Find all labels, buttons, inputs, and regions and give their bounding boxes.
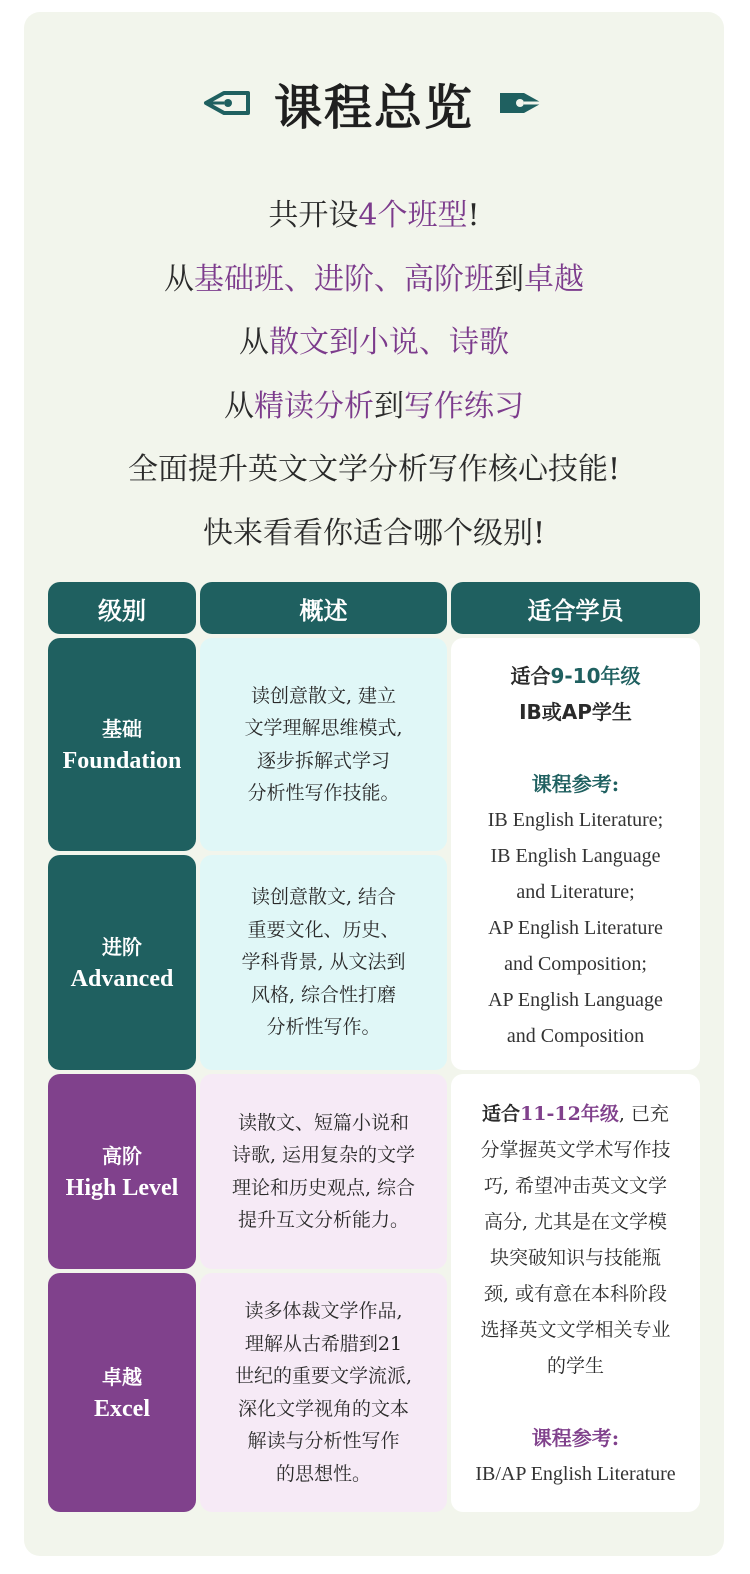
intro-highlight: 散文到小说、诗歌 — [269, 325, 509, 360]
course-ref-label: 课程参考: — [531, 772, 620, 796]
level-en: Foundation — [62, 747, 182, 774]
desc-line: 分析性写作技能。 — [247, 782, 400, 804]
intro-highlight: 基础班、进阶、高阶班 — [194, 261, 494, 297]
fit-prefix: 适合 — [510, 664, 551, 688]
level-excel — [48, 1273, 196, 1512]
fit-line: 块突破知识与技能瓶 — [489, 1247, 661, 1269]
desc-line: 学科背景, 从文法到 — [241, 951, 406, 974]
fit-grade-line — [451, 658, 700, 694]
intro-line-3 — [24, 311, 724, 375]
suitable-foundation-advanced — [451, 638, 700, 1070]
fit-prefix: 适合 — [482, 1103, 521, 1125]
fit-line: 颈, 或有意在本科阶段 — [483, 1283, 668, 1305]
course-ref-item: and Literature; — [516, 881, 635, 903]
level-en: High Level — [65, 1174, 179, 1201]
intro-text-span: 共开设 — [268, 198, 359, 233]
fit-line: 选择英文文学相关专业 — [480, 1319, 671, 1341]
fit-grade: 11-12年级 — [520, 1103, 619, 1125]
intro-text-span: 从 — [239, 325, 269, 360]
desc-excel — [200, 1273, 447, 1512]
pen-nib-left-icon — [202, 87, 250, 119]
pen-nib-right-icon — [498, 87, 546, 119]
fit-line: 高分, 尤其是在文学模 — [483, 1211, 668, 1233]
desc-line: 诗歌, 运用复杂的文学 — [231, 1144, 416, 1166]
fit-grade: 9-10年级 — [550, 664, 641, 688]
level-zh: 高阶 — [102, 1143, 142, 1168]
course-ref-item: and Composition — [506, 1025, 645, 1047]
desc-line: 理论和历史观点, 综合 — [231, 1176, 416, 1199]
desc-line: 分析性写作。 — [266, 1016, 381, 1039]
intro-highlight: 4个班型 — [358, 198, 468, 233]
fit-paragraph — [451, 1096, 700, 1384]
header-level: 级别 — [48, 582, 196, 634]
desc-advanced — [200, 855, 447, 1070]
desc-line: 读多体裁文学作品, — [244, 1300, 403, 1322]
title-row — [24, 68, 724, 138]
intro-line-1 — [24, 184, 724, 248]
desc-line: 读创意散文, 结合 — [250, 886, 397, 909]
fit-line: 分掌握英文学术写作技 — [480, 1139, 671, 1161]
level-foundation — [48, 638, 196, 851]
intro-text-span: 到 — [494, 261, 524, 297]
fit-line: 巧, 希望冲击英文文学 — [483, 1175, 668, 1197]
spacer — [451, 1384, 700, 1420]
intro-line-6: 快来看看你适合哪个级别! — [202, 515, 546, 551]
desc-line: 提升互文分析能力。 — [237, 1209, 409, 1231]
page-title: 课程总览 — [273, 79, 474, 136]
level-zh: 基础 — [102, 716, 142, 741]
header-overview: 概述 — [200, 582, 447, 634]
intro-text-span: 从 — [224, 388, 254, 424]
level-high — [48, 1074, 196, 1269]
course-ref-item: IB English Literature; — [487, 809, 664, 831]
desc-line: 的思想性。 — [275, 1462, 371, 1485]
course-ref-item: IB/AP English Literature — [475, 1463, 676, 1485]
intro-text-span: 从 — [164, 261, 194, 297]
fit-first-line — [465, 1096, 686, 1132]
fit-students: IB或AP学生 — [519, 700, 632, 724]
desc-foundation — [200, 638, 447, 851]
intro-line-5: 全面提升英文文学分析写作核心技能! — [127, 452, 621, 487]
header-suitable: 适合学员 — [451, 582, 700, 634]
intro-highlight: 卓越 — [524, 261, 584, 297]
desc-line: 深化文学视角的文本 — [237, 1397, 409, 1420]
course-ref-item: AP English Language — [488, 989, 663, 1011]
course-ref-item: and Composition; — [504, 953, 647, 975]
intro-text-span: ! — [467, 198, 480, 233]
intro-highlight: 精读分析 — [254, 388, 374, 424]
suitable-high-excel — [451, 1074, 700, 1512]
desc-high — [200, 1074, 447, 1269]
intro-text — [24, 184, 724, 565]
desc-line: 文学理解思维模式, — [244, 717, 403, 739]
desc-line: 读散文、短篇小说和 — [237, 1111, 409, 1134]
desc-line: 逐步拆解式学习 — [256, 749, 390, 772]
intro-line-2 — [24, 248, 724, 312]
course-ref-item: AP English Literature — [488, 917, 663, 939]
desc-line: 读创意散文, 建立 — [250, 684, 397, 707]
desc-line: 解读与分析性写作 — [247, 1430, 400, 1452]
fit-line: 的学生 — [546, 1355, 604, 1377]
fit-tail: , 已充 — [618, 1103, 669, 1125]
level-zh: 进阶 — [102, 934, 142, 959]
intro-line-4 — [24, 375, 724, 439]
course-overview-card — [24, 12, 724, 1556]
level-zh: 卓越 — [102, 1364, 142, 1389]
intro-text-span: 到 — [374, 388, 404, 424]
level-en: Excel — [94, 1395, 150, 1422]
course-ref-label: 课程参考: — [531, 1426, 620, 1450]
level-en: Advanced — [70, 965, 174, 992]
intro-highlight: 写作练习 — [404, 388, 524, 424]
spacer — [451, 730, 700, 766]
course-ref-item: IB English Language — [490, 845, 661, 867]
desc-line: 重要文化、历史、 — [247, 918, 400, 941]
desc-line: 风格, 综合性打磨 — [250, 983, 397, 1006]
desc-line: 世纪的重要文学流派, — [234, 1365, 413, 1387]
level-advanced — [48, 855, 196, 1070]
desc-line: 理解从古希腊到21 — [244, 1332, 403, 1355]
